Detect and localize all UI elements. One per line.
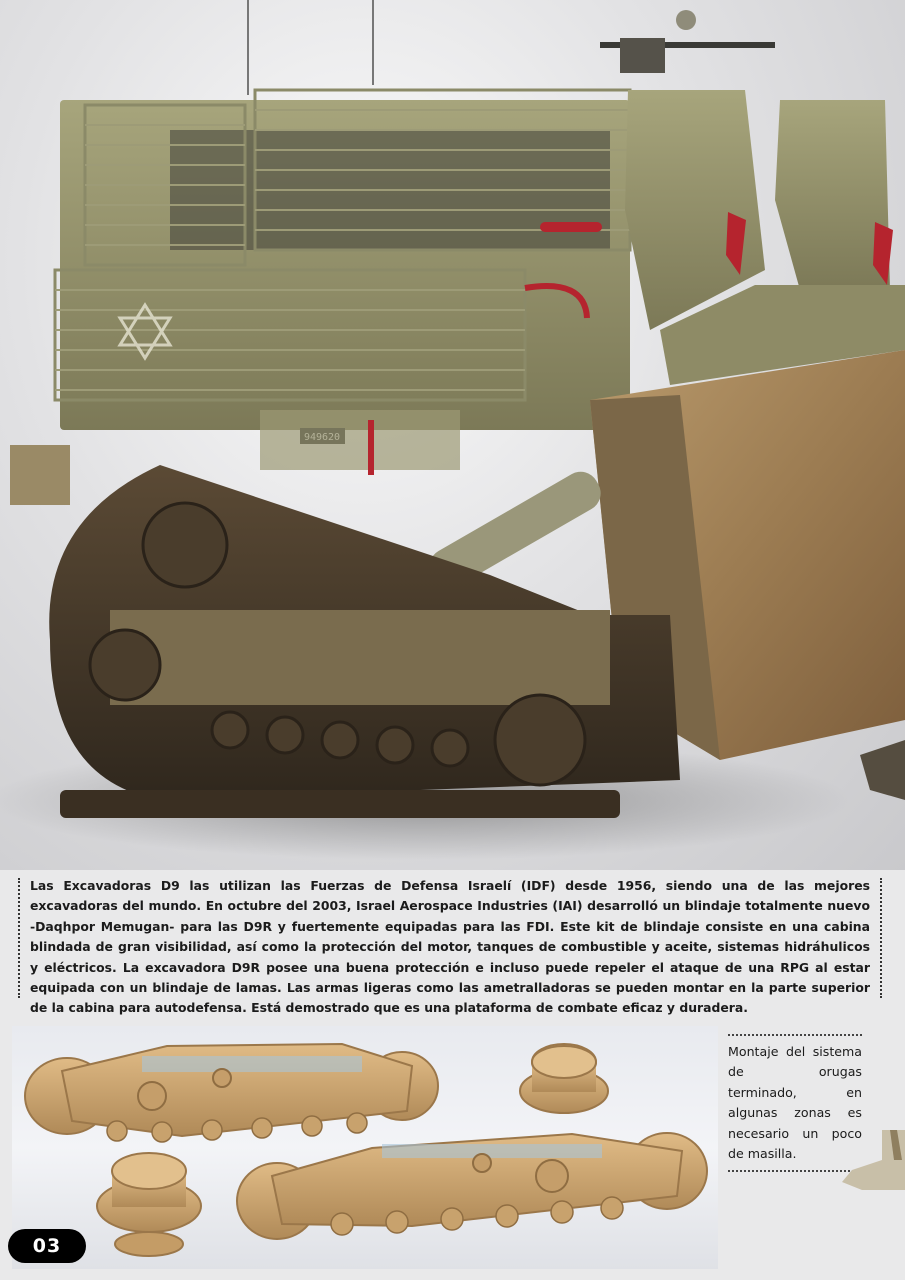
edge-photo-fragment xyxy=(842,1130,905,1200)
tracks-illustration xyxy=(12,1026,718,1269)
tracks-photo xyxy=(12,1026,718,1269)
side-caption: Montaje del sistema de orugas terminado, en algunas zonas es necesario un poco de masilla. xyxy=(728,1034,862,1172)
main-caption: Las Excavadoras D9 las utilizan las Fuerzas de Defensa Israelí (IDF) desde 1956, siendo una de las mejores excavadoras del mundo. En octubre del 2003, Israel Aerospace Industries (IAI) desarrolló un blindaje totalmente nuevo -Daqhpor Memugan- para las D9R y fuertemente equipadas para las FDI. Este kit de blindaje consiste en una cabina blindada de gran visibilidad, así como la protección del motor, tanques de combustible y aceite, sistemas hidráhulicos y eléctricos. La excavadora D9R posee una buena protección e incluso puede repeler el ataque de una RPG al estar equipada con un blindaje de lamas. Las armas ligeras como las ametralladoras se pueden montar en la parte superior de la cabina para autodefensa. Está demostrado que es una plataforma de combate eficaz y duradera. xyxy=(22,874,878,1019)
page-number: 03 xyxy=(8,1229,86,1263)
